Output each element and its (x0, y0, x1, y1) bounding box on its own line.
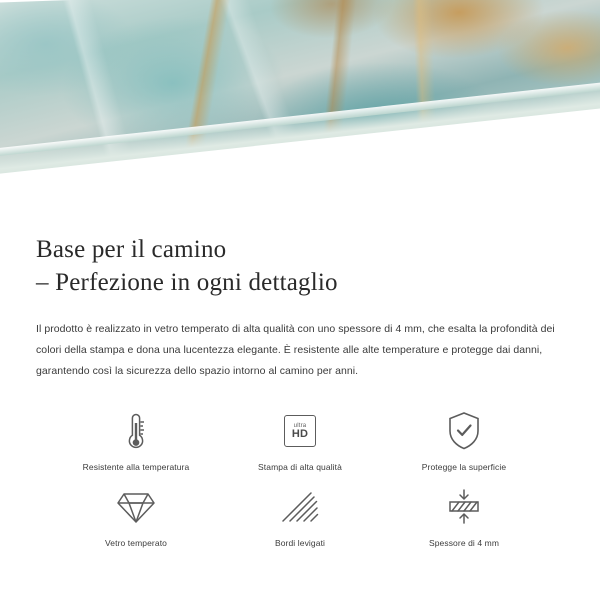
headline-line-2: – Perfezione in ogni dettaglio (36, 269, 338, 296)
feature-item (218, 484, 382, 548)
feature-label: Vetro temperato (105, 538, 167, 548)
thickness-icon (444, 484, 484, 530)
feature-grid (36, 408, 564, 548)
feature-item (54, 408, 218, 472)
shield-check-icon (446, 408, 482, 454)
feature-label: Protegge la superficie (421, 462, 507, 472)
polished-edges-icon (280, 484, 320, 530)
feature-label: Spessore di 4 mm (428, 538, 500, 548)
feature-item (382, 408, 546, 472)
feature-item (54, 484, 218, 548)
content-area (0, 233, 600, 548)
description-paragraph: Il prodotto è realizzato in vetro temperato di alta qualità con uno spessore di 4 mm, che esalta la profondità dei colori della stampa e dona una lucentezza elegante. È resistente alle alte temperature e protegge dai danni, garantendo così la sicurezza dello spazio intorno al camino per anni. (36, 323, 555, 377)
ultra-hd-icon (284, 408, 316, 454)
feature-label: Stampa di alta qualità (258, 462, 342, 472)
feature-item (382, 484, 546, 548)
feature-label: Resistente alla temperatura (82, 462, 190, 472)
page-title (36, 233, 564, 299)
diamond-icon (116, 484, 156, 530)
headline-line-1: Base per il camino (36, 236, 227, 263)
feature-item (218, 408, 382, 472)
thermometer-icon (125, 408, 147, 454)
feature-label: Bordi levigati (274, 538, 326, 548)
hero-image (0, 0, 600, 215)
ultra-hd-big-label: HD (291, 427, 309, 440)
ultra-hd-small-label: ultra (293, 422, 307, 429)
